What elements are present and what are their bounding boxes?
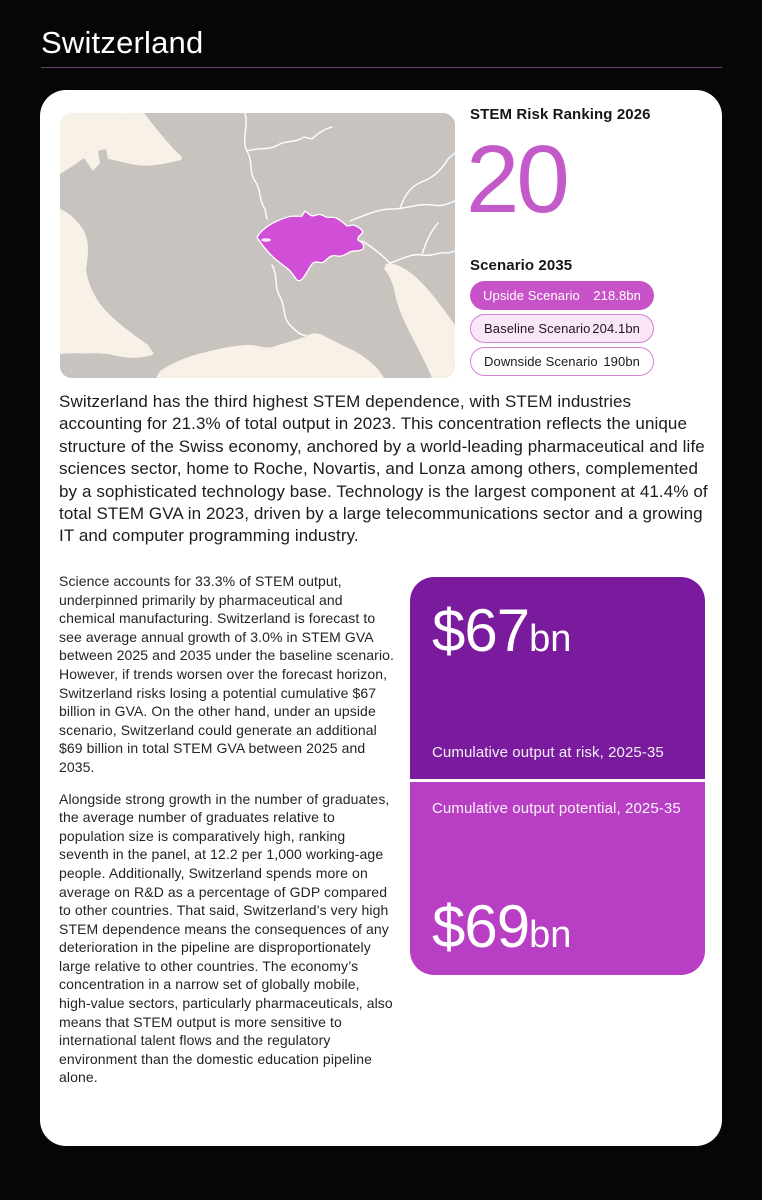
stat-card-output-potential (410, 782, 705, 975)
pill-upside-scenario (470, 281, 654, 310)
pill-downside-label: Downside Scenario (484, 354, 598, 369)
pill-downside-value: 190bn (603, 354, 640, 369)
title-underline (41, 67, 722, 68)
output-potential-unit: bn (529, 914, 572, 956)
europe-map (60, 113, 455, 378)
output-potential-number: $69 (432, 893, 530, 960)
output-at-risk-value (432, 597, 683, 664)
body-paragraph-1: Science accounts for 33.3% of STEM output, underpinned primarily by pharmaceutical and chemical manufacturing. Switzerland is forecast to see average annual growth of 3.0% in STEM GVA between 2025 and 2035 under the baseline scenario. However, if trends worsen over the forecast horizon, Switzerland risks losing a potential cumulative $67 billion in GVA. On the other hand, under an upside scenario, Switzerland could generate an additional $69 billion in total STEM GVA between 2025 and 2035. (59, 573, 395, 775)
pill-baseline-value: 204.1bn (592, 321, 640, 336)
pill-baseline-scenario (470, 314, 654, 343)
body-paragraph-2: Alongside strong growth in the number of graduates, the average number of graduates relative to population size is comparatively high, ranking seventh in the panel, at 12.2 per 1,000 working-age people. Additionally, Switzerland spends more on average on R&D as a percentage of GDP compared to other countries. That said, Switzerland’s very high STEM dependence means the consequences of any deterioration in the pipeline are disproportionately large relative to other countries. The economy’s concentration in a narrow set of globally mobile, high-value sectors, particularly pharmaceuticals, also means that STEM output is more sensitive to international talent flows and the regulatory environment than the domestic education pipeline alone. (59, 790, 393, 1086)
pill-baseline-label: Baseline Scenario (484, 321, 591, 336)
pill-upside-value: 218.8bn (593, 288, 641, 303)
pill-downside-scenario (470, 347, 654, 376)
intro-paragraph: Switzerland has the third highest STEM dependence, with STEM industries accounting for 21.3% of total output in 2023. This concentration reflects the unique structure of the Swiss economy, anchored by a world-leading pharmaceutical and life sciences sector, home to Roche, Novartis, and Lonza among others, complemented by a sophisticated technology base. Technology is the largest component at 41.4% of total STEM GVA in 2023, driven by a large telecommunications sector and a growing IT and computer programming industry. (59, 392, 708, 546)
output-at-risk-number: $67 (432, 597, 530, 664)
body-text-column (59, 572, 395, 1087)
country-report-card (40, 90, 722, 1146)
scenario-pill-list (470, 281, 654, 376)
stat-card-output-at-risk (410, 577, 705, 779)
output-at-risk-unit: bn (529, 618, 572, 660)
stem-risk-ranking-label: STEM Risk Ranking 2026 (470, 106, 651, 123)
pill-upside-label: Upside Scenario (483, 288, 580, 303)
output-potential-label: Cumulative output potential, 2025-35 (432, 800, 681, 817)
scenario-heading: Scenario 2035 (470, 257, 573, 274)
page-title: Switzerland (41, 25, 204, 60)
stem-risk-ranking-value: 20 (466, 126, 567, 233)
stat-cards (410, 577, 705, 975)
lake-geneva (261, 238, 271, 242)
output-at-risk-label: Cumulative output at risk, 2025-35 (432, 744, 664, 761)
output-potential-value (432, 893, 683, 960)
